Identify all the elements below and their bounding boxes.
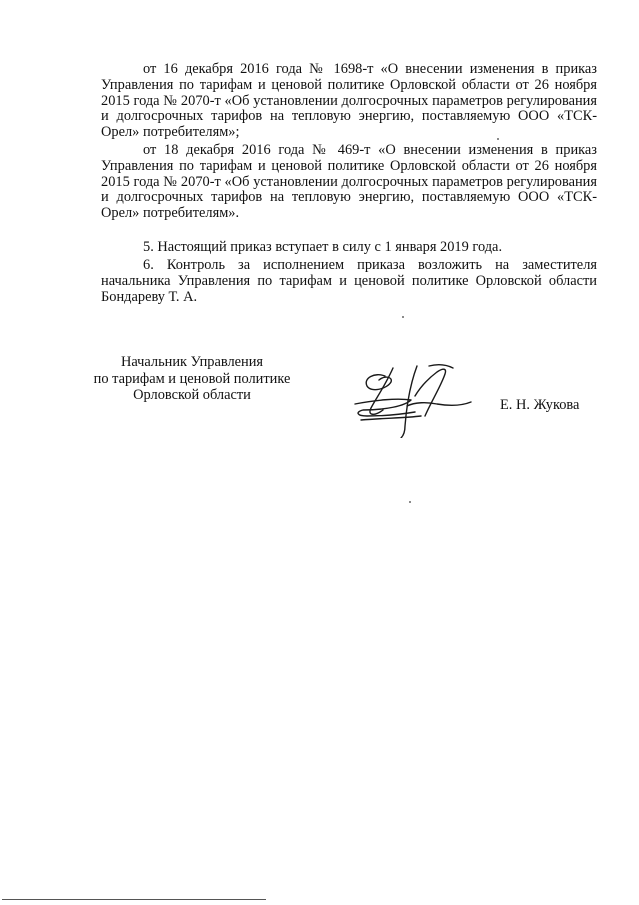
- signatory-position: [78, 354, 306, 404]
- position-line: Орловской области: [133, 387, 251, 403]
- paragraph-order-1698: от 16 декабря 2016 года № 1698-т «О внесении изменения в приказ Управления по тарифам и ценовой политике Орловской области от 26 ноября 2015 года № 2070-т «Об установлении долгосрочных параметров регулирования и долгосрочных тарифов на тепловую энергию, поставляемую ООО «ТСК-Орел» потребителям»;: [101, 61, 597, 141]
- footer-divider: [2, 899, 266, 900]
- position-line: по тарифам и ценовой политике: [93, 370, 291, 387]
- signatory-name: Е. Н. Жукова: [500, 397, 580, 413]
- paragraph-effective-date: 5. Настоящий приказ вступает в силу с 1 января 2019 года.: [143, 239, 503, 255]
- scan-speck: [402, 316, 404, 318]
- position-line: Начальник Управления: [120, 354, 264, 370]
- paragraph-order-469: от 18 декабря 2016 года № 469-т «О внесении изменения в приказ Управления по тарифам и ценовой политике Орловской области от 26 ноября 2015 года № 2070-т «Об установлении долгосрочных параметров регулирования и долгосрочных тарифов на тепловую энергию, поставляемую ООО «ТСК-Орел» потребителям».: [101, 142, 597, 222]
- scan-speck: [409, 501, 411, 503]
- scan-speck: [497, 138, 499, 140]
- handwritten-signature: [345, 356, 480, 438]
- paragraph-control: 6. Контроль за исполнением приказа возложить на заместителя начальника Управления по тарифам и ценовой политике Орловской области Бондареву Т. А.: [101, 257, 597, 305]
